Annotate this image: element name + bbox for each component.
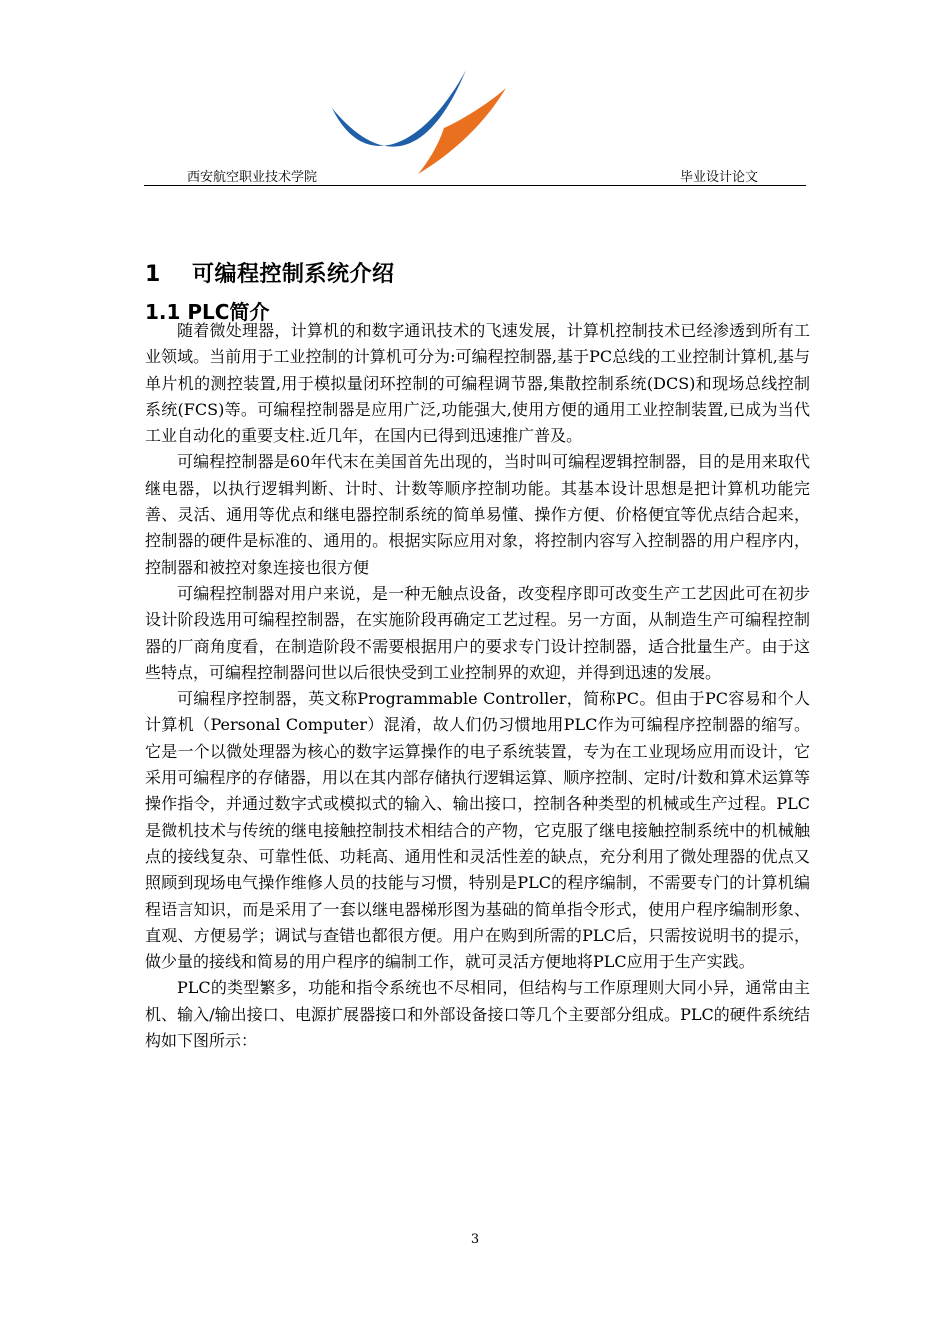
section-heading: 1.1 PLC简介 (145, 300, 270, 324)
paragraph: 随着微处理器，计算机的和数字通讯技术的飞速发展，计算机控制技术已经渗透到所有工业领域。当前用于工业控制的计算机可分为:可编程控制器,基于PC总线的工业控制计算机,基与单片机的测控装置,用于模拟量闭环控制的可编程调节器,集散控制系统(DCS)和现场总线控制系统(FCS)等。可编程控制器是应用广泛,功能强大,使用方便的通用工业控制装置,已成为当代工业自动化的重要支柱.近几年，在国内已得到迅速推广普及。 (145, 321, 810, 446)
paragraph: 可编程序控制器，英文称Programmable Controller，简称PC。但由于PC容易和个人计算机（Personal Computer）混淆，故人们仍习惯地用PLC作为可编程序控制器的缩写。它是一个以微处理器为核心的数字运算操作的电子系统装置，专为在工业现场应用而设计，它采用可编程序的存储器，用以在其内部存储执行逻辑运算、顺序控制、定时/计数和算术运算等操作指令，并通过数字式或模拟式的输入、输出接口，控制各种类型的机械或生产过程。PLC是微机技术与传统的继电接触控制技术相结合的产物，它克服了继电接触控制系统中的机械触点的接线复杂、可靠性低、功耗高、通用性和灵活性差的缺点，充分利用了微处理器的优点又照顾到现场电气操作维修人员的技能与习惯，特别是PLC的程序编制，不需要专门的计算机编程语言知识，而是采用了一套以继电器梯形图为基础的简单指令形式，使用户程序编制形象、直观、方便易学；调试与查错也都很方便。用户在购到所需的PLC后，只需按说明书的提示，做少量的接线和简易的用户程序的编制工作，就可灵活方便地将PLC应用于生产实践。 (145, 689, 810, 972)
paragraph: 可编程控制器是60年代末在美国首先出现的，当时叫可编程逻辑控制器，目的是用来取代继电器，以执行逻辑判断、计时、计数等顺序控制功能。其基本设计思想是把计算机功能完善、灵活、通用等优点和继电器控制系统的简单易懂、操作方便、价格便宜等优点结合起来，控制器的硬件是标准的、通用的。根据实际应用对象，将控制内容写入控制器的用户程序内，控制器和被控对象连接也很方便 (145, 452, 810, 577)
page-number: 3 (470, 1232, 480, 1247)
paragraph: PLC的类型繁多，功能和指令系统也不尽相同，但结构与工作原理则大同小异，通常由主机、输入/输出接口、电源扩展器接口和外部设备接口等几个主要部分组成。PLC的硬件系统结构如下图所示： (145, 978, 810, 1051)
school-logo (330, 66, 510, 182)
header-document-type: 毕业设计论文 (680, 170, 759, 185)
header-divider (144, 185, 806, 186)
chapter-number: 1 (145, 262, 161, 287)
chapter-heading (145, 257, 395, 288)
logo-orange-swoosh (418, 88, 506, 174)
body-text (145, 318, 810, 1054)
chapter-title: 可编程控制系统介绍 (192, 262, 395, 287)
header-school-name: 西安航空职业技术学院 (187, 170, 318, 185)
paragraph: 可编程控制器对用户来说，是一种无触点设备，改变程序即可改变生产工艺因此可在初步设计阶段选用可编程控制器，在实施阶段再确定工艺过程。另一方面，从制造生产可编程控制器的厂商角度看，在制造阶段不需要根据用户的要求专门设计控制器，适合批量生产。由于这些特点，可编程控制器问世以后很快受到工业控制界的欢迎，并得到迅速的发展。 (145, 583, 810, 682)
